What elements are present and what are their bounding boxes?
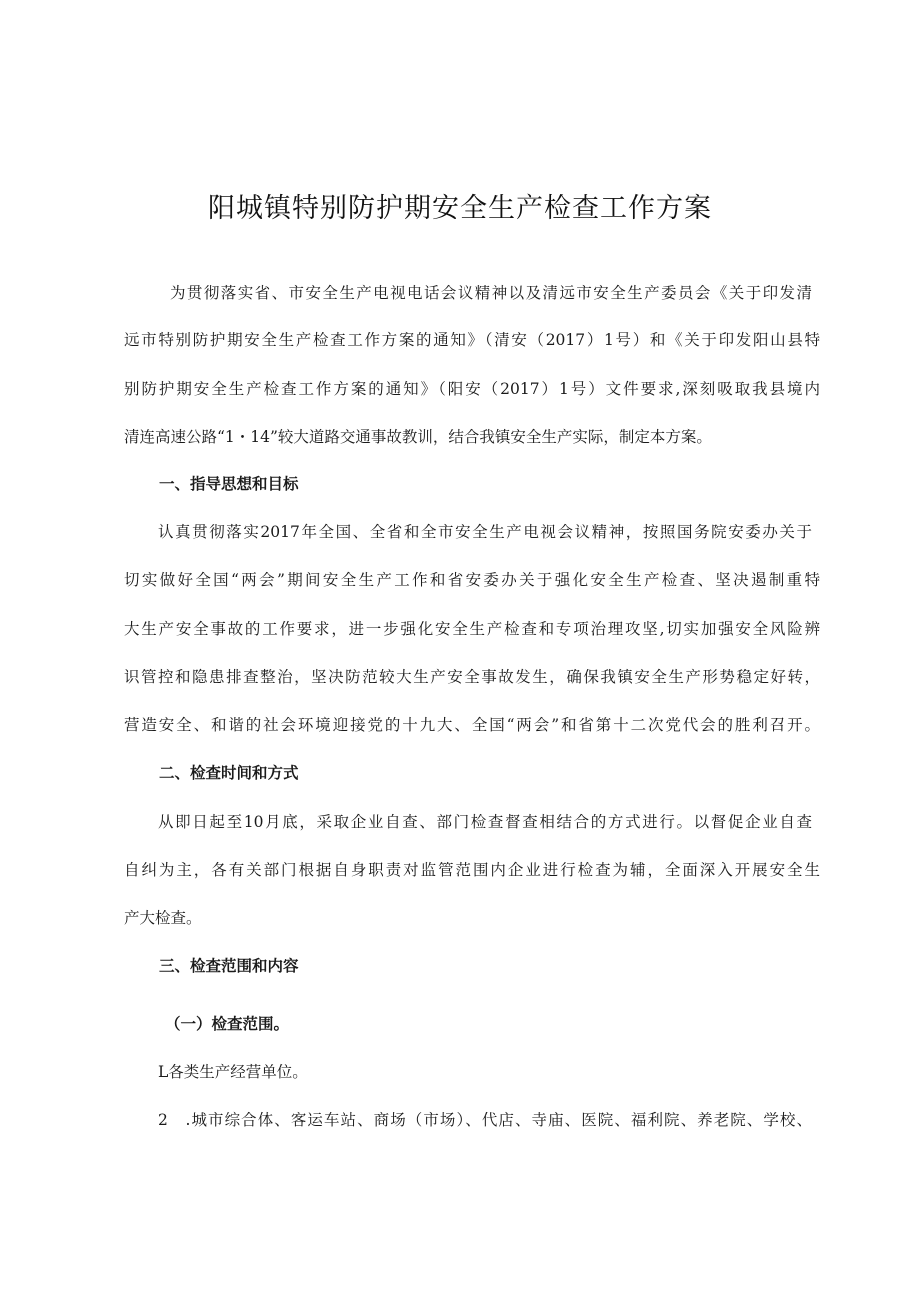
- section-2-line-3: 产大检查。: [124, 909, 202, 927]
- section-3-subheading: （一）检查范围。: [165, 1014, 290, 1033]
- section-3-item-1: L各类生产经营单位。: [158, 1063, 308, 1081]
- section-1-heading: 一、指导思想和目标: [159, 474, 299, 493]
- section-2-line-2: 自纠为主，各有关部门根据自身职责对监管范围内企业进行检查为辅，全面深入开展安全生: [124, 861, 820, 879]
- document-title: 阳城镇特别防护期安全生产检查工作方案: [208, 193, 712, 224]
- section-2-heading: 二、检查时间和方式: [159, 763, 299, 782]
- section-1-line-5: 营造安全、和谐的社会环境迎接党的十九大、全国“两会”和省第十二次党代会的胜利召开。: [124, 716, 820, 734]
- section-3-item-2: 2 .城市综合体、客运车站、商场（市场）、代店、寺庙、医院、福利院、养老院、学校、: [158, 1111, 812, 1129]
- intro-line-1: 为贯彻落实省、市安全生产电视电话会议精神以及清远市安全生产委员会《关于印发清: [170, 284, 812, 302]
- intro-line-2: 远市特别防护期安全生产检查工作方案的通知》（清安（2017）1号）和《关于印发阳山县特: [124, 331, 820, 349]
- section-2-line-1: 从即日起至10月底，采取企业自查、部门检查督查相结合的方式进行。以督促企业自查: [158, 813, 812, 831]
- section-1-line-3: 大生产安全事故的工作要求，进一步强化安全生产检查和专项治理攻坚,切实加强安全风险辨: [124, 620, 820, 638]
- section-1-line-4: 识管控和隐患排查整治，坚决防范较大生产安全事故发生，确保我镇安全生产形势稳定好转，: [124, 668, 820, 686]
- intro-line-3: 别防护期安全生产检查工作方案的通知》（阳安（2017）1号）文件要求,深刻吸取我县境内: [124, 380, 820, 398]
- intro-line-4: 清连高速公路“1・14”较大道路交通事故教训，结合我镇安全生产实际，制定本方案。: [124, 428, 712, 446]
- section-1-line-1: 认真贯彻落实2017年全国、全省和全市安全生产电视会议精神，按照国务院安委办关于: [158, 523, 812, 541]
- section-3-heading: 三、检查范围和内容: [159, 956, 299, 975]
- section-1-line-2: 切实做好全国“两会”期间安全生产工作和省安委办关于强化安全生产检查、坚决遏制重特: [124, 571, 820, 589]
